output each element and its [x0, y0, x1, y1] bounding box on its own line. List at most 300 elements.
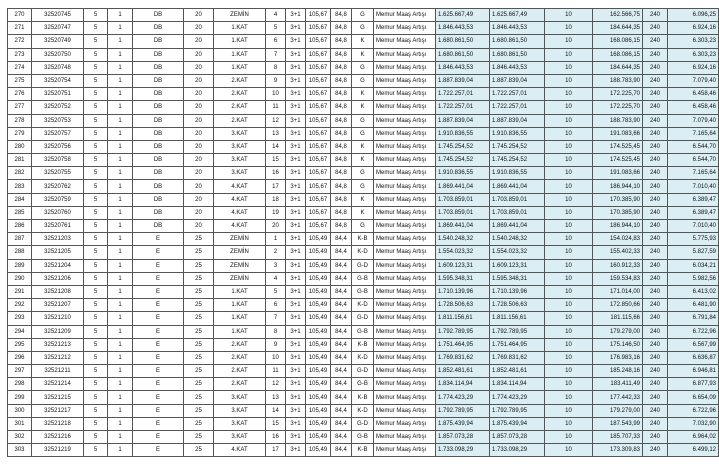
- cell-net-area: 84,8: [331, 74, 352, 87]
- cell-net-area: 84,8: [331, 88, 352, 101]
- cell-installment-amount: 6.389,47: [668, 206, 719, 219]
- cell-unit-number: 1: [266, 233, 286, 246]
- cell-sale-price: 1.722.257,01: [436, 88, 490, 101]
- cell-block: 5: [84, 285, 108, 298]
- cell-payment-plan: Memur Maaş Artışı: [374, 378, 436, 391]
- cell-lot: 1: [108, 127, 133, 140]
- cell-floor-count: 20: [184, 61, 214, 74]
- cell-lot: 1: [108, 417, 133, 430]
- table-row: [8, 206, 719, 219]
- cell-payment-plan: Memur Maaş Artışı: [374, 246, 436, 259]
- cell-down-payment: 171.014,00: [593, 285, 643, 298]
- cell-lot: 1: [108, 312, 133, 325]
- cell-net-area: 84,8: [331, 167, 352, 180]
- cell-unit-number: 6: [266, 35, 286, 48]
- cell-floor-count: 20: [184, 127, 214, 140]
- cell-room-type: 3+1: [286, 391, 306, 404]
- table-row: [8, 365, 719, 378]
- table-row: [8, 299, 719, 312]
- cell-block: 5: [84, 154, 108, 167]
- cell-lot: 1: [108, 48, 133, 61]
- cell-block: 5: [84, 338, 108, 351]
- cell-parcel-id: 32520761: [32, 220, 84, 233]
- cell-parcel-id: 32521217: [32, 404, 84, 417]
- cell-payment-plan: Memur Maaş Artışı: [374, 233, 436, 246]
- cell-installment-count: 240: [643, 391, 668, 404]
- cell-payment-plan: Memur Maaş Artışı: [374, 193, 436, 206]
- cell-floor-count: 25: [184, 338, 214, 351]
- cell-building: DB: [133, 9, 184, 22]
- cell-net-area: 84,4: [331, 351, 352, 364]
- cell-lot: 1: [108, 299, 133, 312]
- cell-down-payment-percent: 10: [545, 325, 593, 338]
- table-row: [8, 61, 719, 74]
- cell-lot: 1: [108, 193, 133, 206]
- cell-installment-amount: 6.481,90: [668, 299, 719, 312]
- cell-down-payment-percent: 10: [545, 74, 593, 87]
- cell-facade: G: [352, 180, 374, 193]
- document-page: [7, 8, 716, 457]
- cell-payment-plan: Memur Maaş Artışı: [374, 61, 436, 74]
- cell-net-area: 84,8: [331, 140, 352, 153]
- cell-room-type: 3+1: [286, 417, 306, 430]
- cell-row-number: 298: [8, 378, 32, 391]
- cell-facade: G: [352, 22, 374, 35]
- cell-contract-price: 1.680.861,50: [490, 48, 545, 61]
- cell-facade: G-D: [352, 365, 374, 378]
- cell-lot: 1: [108, 35, 133, 48]
- cell-net-area: 84,8: [331, 193, 352, 206]
- table-body: [8, 9, 719, 457]
- cell-installment-count: 240: [643, 127, 668, 140]
- cell-installment-count: 240: [643, 206, 668, 219]
- cell-facade: K-B: [352, 233, 374, 246]
- cell-facade: G-D: [352, 417, 374, 430]
- cell-row-number: 291: [8, 285, 32, 298]
- cell-unit-number: 7: [266, 48, 286, 61]
- cell-parcel-id: 32520747: [32, 22, 84, 35]
- cell-building: E: [133, 233, 184, 246]
- cell-floor-count: 25: [184, 312, 214, 325]
- cell-building: DB: [133, 74, 184, 87]
- cell-gross-area: 105,67: [306, 101, 331, 114]
- cell-contract-price: 1.769.831,62: [490, 351, 545, 364]
- cell-sale-price: 1.769.831,62: [436, 351, 490, 364]
- cell-down-payment-percent: 10: [545, 154, 593, 167]
- cell-room-type: 3+1: [286, 140, 306, 153]
- table-row: [8, 404, 719, 417]
- cell-payment-plan: Memur Maaş Artışı: [374, 154, 436, 167]
- cell-net-area: 84,8: [331, 154, 352, 167]
- cell-room-type: 3+1: [286, 312, 306, 325]
- cell-gross-area: 105,49: [306, 365, 331, 378]
- cell-parcel-id: 32521219: [32, 444, 84, 457]
- cell-floor: 3.KAT: [214, 404, 266, 417]
- cell-building: DB: [133, 114, 184, 127]
- cell-net-area: 84,4: [331, 391, 352, 404]
- cell-gross-area: 105,49: [306, 444, 331, 457]
- cell-contract-price: 1.751.464,95: [490, 338, 545, 351]
- cell-room-type: 3+1: [286, 233, 306, 246]
- cell-room-type: 3+1: [286, 74, 306, 87]
- cell-gross-area: 105,49: [306, 312, 331, 325]
- cell-building: E: [133, 404, 184, 417]
- cell-row-number: 279: [8, 127, 32, 140]
- cell-unit-number: 13: [266, 127, 286, 140]
- cell-unit-number: 9: [266, 74, 286, 87]
- cell-row-number: 294: [8, 325, 32, 338]
- cell-floor-count: 25: [184, 404, 214, 417]
- cell-parcel-id: 32521211: [32, 365, 84, 378]
- cell-gross-area: 105,67: [306, 88, 331, 101]
- cell-net-area: 84,4: [331, 378, 352, 391]
- cell-block: 5: [84, 61, 108, 74]
- cell-room-type: 3+1: [286, 404, 306, 417]
- cell-parcel-id: 32521208: [32, 285, 84, 298]
- cell-down-payment-percent: 10: [545, 285, 593, 298]
- cell-gross-area: 105,49: [306, 325, 331, 338]
- cell-floor-count: 25: [184, 233, 214, 246]
- cell-facade: G-B: [352, 285, 374, 298]
- cell-net-area: 84,4: [331, 259, 352, 272]
- cell-net-area: 84,4: [331, 272, 352, 285]
- cell-net-area: 84,8: [331, 220, 352, 233]
- cell-unit-number: 7: [266, 312, 286, 325]
- cell-building: E: [133, 351, 184, 364]
- cell-building: E: [133, 312, 184, 325]
- cell-row-number: 273: [8, 48, 32, 61]
- cell-row-number: 301: [8, 417, 32, 430]
- cell-floor: 2.KAT: [214, 351, 266, 364]
- table-row: [8, 431, 719, 444]
- table-row: [8, 22, 719, 35]
- cell-lot: 1: [108, 206, 133, 219]
- cell-block: 5: [84, 404, 108, 417]
- cell-installment-amount: 6.924,16: [668, 22, 719, 35]
- cell-gross-area: 105,67: [306, 48, 331, 61]
- cell-sale-price: 1.745.254,52: [436, 154, 490, 167]
- cell-down-payment-percent: 10: [545, 48, 593, 61]
- cell-gross-area: 105,67: [306, 74, 331, 87]
- cell-lot: 1: [108, 246, 133, 259]
- cell-unit-number: 17: [266, 444, 286, 457]
- cell-unit-number: 10: [266, 88, 286, 101]
- cell-payment-plan: Memur Maaş Artışı: [374, 180, 436, 193]
- cell-block: 5: [84, 140, 108, 153]
- cell-building: DB: [133, 193, 184, 206]
- cell-lot: 1: [108, 272, 133, 285]
- cell-installment-amount: 6.722,96: [668, 404, 719, 417]
- cell-down-payment: 191.083,66: [593, 167, 643, 180]
- cell-down-payment: 172.850,66: [593, 299, 643, 312]
- cell-installment-count: 240: [643, 74, 668, 87]
- cell-down-payment: 170.385,90: [593, 193, 643, 206]
- cell-facade: G: [352, 167, 374, 180]
- cell-room-type: 3+1: [286, 351, 306, 364]
- cell-unit-number: 17: [266, 180, 286, 193]
- cell-down-payment-percent: 10: [545, 378, 593, 391]
- cell-row-number: 302: [8, 431, 32, 444]
- cell-installment-amount: 6.567,99: [668, 338, 719, 351]
- cell-contract-price: 1.910.836,55: [490, 127, 545, 140]
- cell-gross-area: 105,49: [306, 378, 331, 391]
- cell-floor: 2.KAT: [214, 74, 266, 87]
- cell-floor: 4.KAT: [214, 180, 266, 193]
- cell-block: 5: [84, 272, 108, 285]
- cell-row-number: 282: [8, 167, 32, 180]
- cell-floor-count: 20: [184, 114, 214, 127]
- table-row: [8, 74, 719, 87]
- cell-building: DB: [133, 101, 184, 114]
- cell-parcel-id: 32520745: [32, 9, 84, 22]
- cell-floor: 4.KAT: [214, 444, 266, 457]
- table-row: [8, 180, 719, 193]
- cell-down-payment-percent: 10: [545, 351, 593, 364]
- cell-facade: G: [352, 220, 374, 233]
- cell-contract-price: 1.728.506,63: [490, 299, 545, 312]
- cell-sale-price: 1.680.861,50: [436, 48, 490, 61]
- cell-payment-plan: Memur Maaş Artışı: [374, 9, 436, 22]
- cell-lot: 1: [108, 259, 133, 272]
- cell-payment-plan: Memur Maaş Artışı: [374, 35, 436, 48]
- cell-down-payment: 154.024,83: [593, 233, 643, 246]
- cell-block: 5: [84, 378, 108, 391]
- cell-row-number: 284: [8, 193, 32, 206]
- cell-facade: K: [352, 48, 374, 61]
- cell-facade: G-D: [352, 312, 374, 325]
- cell-sale-price: 1.811.156,61: [436, 312, 490, 325]
- cell-net-area: 84,8: [331, 206, 352, 219]
- cell-parcel-id: 32521214: [32, 378, 84, 391]
- cell-floor-count: 25: [184, 417, 214, 430]
- cell-gross-area: 105,67: [306, 193, 331, 206]
- cell-payment-plan: Memur Maaş Artışı: [374, 417, 436, 430]
- cell-block: 5: [84, 127, 108, 140]
- cell-sale-price: 1.751.464,95: [436, 338, 490, 351]
- cell-parcel-id: 32521206: [32, 272, 84, 285]
- cell-room-type: 3+1: [286, 246, 306, 259]
- cell-floor: 3.KAT: [214, 127, 266, 140]
- cell-building: DB: [133, 48, 184, 61]
- cell-down-payment-percent: 10: [545, 101, 593, 114]
- cell-facade: K-B: [352, 391, 374, 404]
- cell-building: DB: [133, 127, 184, 140]
- cell-room-type: 3+1: [286, 127, 306, 140]
- cell-room-type: 3+1: [286, 431, 306, 444]
- cell-floor-count: 25: [184, 391, 214, 404]
- cell-net-area: 84,8: [331, 101, 352, 114]
- cell-facade: G: [352, 114, 374, 127]
- cell-floor-count: 20: [184, 101, 214, 114]
- cell-installment-count: 240: [643, 378, 668, 391]
- installment-table: [7, 8, 719, 457]
- cell-floor: 4.KAT: [214, 193, 266, 206]
- cell-payment-plan: Memur Maaş Artışı: [374, 88, 436, 101]
- cell-lot: 1: [108, 351, 133, 364]
- cell-unit-number: 15: [266, 417, 286, 430]
- cell-row-number: 281: [8, 154, 32, 167]
- cell-down-payment-percent: 10: [545, 61, 593, 74]
- cell-room-type: 3+1: [286, 35, 306, 48]
- cell-row-number: 299: [8, 391, 32, 404]
- cell-floor-count: 20: [184, 220, 214, 233]
- cell-parcel-id: 32520752: [32, 101, 84, 114]
- cell-floor-count: 20: [184, 48, 214, 61]
- cell-net-area: 84,8: [331, 180, 352, 193]
- cell-row-number: 270: [8, 9, 32, 22]
- cell-parcel-id: 32521213: [32, 338, 84, 351]
- cell-installment-amount: 7.079,40: [668, 114, 719, 127]
- cell-contract-price: 1.703.859,01: [490, 193, 545, 206]
- cell-parcel-id: 32521209: [32, 325, 84, 338]
- cell-payment-plan: Memur Maaş Artışı: [374, 74, 436, 87]
- cell-down-payment-percent: 10: [545, 114, 593, 127]
- cell-net-area: 84,4: [331, 312, 352, 325]
- cell-parcel-id: 32521215: [32, 391, 84, 404]
- cell-lot: 1: [108, 9, 133, 22]
- cell-floor: ZEMİN: [214, 272, 266, 285]
- cell-floor-count: 25: [184, 246, 214, 259]
- cell-floor: 3.KAT: [214, 391, 266, 404]
- cell-unit-number: 19: [266, 206, 286, 219]
- cell-block: 5: [84, 220, 108, 233]
- cell-floor-count: 20: [184, 206, 214, 219]
- cell-row-number: 283: [8, 180, 32, 193]
- cell-facade: G: [352, 61, 374, 74]
- cell-floor: 2.KAT: [214, 378, 266, 391]
- cell-unit-number: 11: [266, 101, 286, 114]
- table-row: [8, 325, 719, 338]
- cell-down-payment-percent: 10: [545, 391, 593, 404]
- cell-payment-plan: Memur Maaş Artışı: [374, 48, 436, 61]
- cell-contract-price: 1.875.439,94: [490, 417, 545, 430]
- cell-floor: 1.KAT: [214, 61, 266, 74]
- cell-floor: ZEMİN: [214, 246, 266, 259]
- cell-room-type: 3+1: [286, 444, 306, 457]
- cell-down-payment: 187.543,99: [593, 417, 643, 430]
- cell-net-area: 84,4: [331, 417, 352, 430]
- table-row: [8, 272, 719, 285]
- table-row: [8, 140, 719, 153]
- cell-floor: 2.KAT: [214, 101, 266, 114]
- cell-row-number: 271: [8, 22, 32, 35]
- table-row: [8, 35, 719, 48]
- cell-installment-count: 240: [643, 193, 668, 206]
- cell-unit-number: 16: [266, 167, 286, 180]
- cell-down-payment: 186.944,10: [593, 180, 643, 193]
- cell-contract-price: 1.834.114,94: [490, 378, 545, 391]
- cell-sale-price: 1.869.441,04: [436, 220, 490, 233]
- cell-block: 5: [84, 246, 108, 259]
- cell-installment-amount: 6.964,02: [668, 431, 719, 444]
- cell-installment-amount: 6.791,84: [668, 312, 719, 325]
- cell-block: 5: [84, 206, 108, 219]
- cell-floor-count: 20: [184, 193, 214, 206]
- cell-floor: 3.KAT: [214, 167, 266, 180]
- cell-parcel-id: 32521216: [32, 431, 84, 444]
- cell-gross-area: 105,67: [306, 114, 331, 127]
- cell-installment-count: 240: [643, 22, 668, 35]
- cell-row-number: 275: [8, 74, 32, 87]
- cell-unit-number: 20: [266, 220, 286, 233]
- cell-lot: 1: [108, 180, 133, 193]
- cell-installment-count: 240: [643, 61, 668, 74]
- cell-facade: K: [352, 101, 374, 114]
- cell-facade: K-B: [352, 338, 374, 351]
- cell-down-payment: 170.385,90: [593, 206, 643, 219]
- cell-row-number: 272: [8, 35, 32, 48]
- cell-installment-count: 240: [643, 220, 668, 233]
- cell-net-area: 84,8: [331, 22, 352, 35]
- table-row: [8, 9, 719, 22]
- cell-contract-price: 1.887.839,04: [490, 114, 545, 127]
- cell-down-payment-percent: 10: [545, 431, 593, 444]
- cell-payment-plan: Memur Maaş Artışı: [374, 365, 436, 378]
- cell-row-number: 292: [8, 299, 32, 312]
- cell-payment-plan: Memur Maaş Artışı: [374, 299, 436, 312]
- cell-block: 5: [84, 325, 108, 338]
- cell-down-payment-percent: 10: [545, 22, 593, 35]
- cell-installment-amount: 7.010,40: [668, 180, 719, 193]
- cell-contract-price: 1.846.443,53: [490, 22, 545, 35]
- cell-down-payment-percent: 10: [545, 233, 593, 246]
- cell-floor-count: 25: [184, 431, 214, 444]
- table-row: [8, 233, 719, 246]
- cell-room-type: 3+1: [286, 180, 306, 193]
- cell-building: DB: [133, 220, 184, 233]
- cell-room-type: 3+1: [286, 101, 306, 114]
- cell-block: 5: [84, 431, 108, 444]
- cell-facade: G-B: [352, 325, 374, 338]
- table-row: [8, 378, 719, 391]
- cell-parcel-id: 32521203: [32, 233, 84, 246]
- cell-installment-amount: 5.827,59: [668, 246, 719, 259]
- cell-net-area: 84,4: [331, 404, 352, 417]
- cell-block: 5: [84, 88, 108, 101]
- cell-down-payment: 179.279,00: [593, 325, 643, 338]
- cell-unit-number: 16: [266, 431, 286, 444]
- cell-floor-count: 20: [184, 140, 214, 153]
- cell-room-type: 3+1: [286, 22, 306, 35]
- cell-installment-amount: 6.413,02: [668, 285, 719, 298]
- cell-gross-area: 105,49: [306, 233, 331, 246]
- cell-lot: 1: [108, 61, 133, 74]
- cell-installment-count: 240: [643, 88, 668, 101]
- cell-down-payment: 176.983,16: [593, 351, 643, 364]
- cell-room-type: 3+1: [286, 167, 306, 180]
- cell-payment-plan: Memur Maaş Artışı: [374, 127, 436, 140]
- cell-unit-number: 5: [266, 22, 286, 35]
- cell-facade: G-B: [352, 272, 374, 285]
- cell-building: DB: [133, 35, 184, 48]
- cell-row-number: 277: [8, 101, 32, 114]
- cell-sale-price: 1.792.789,95: [436, 325, 490, 338]
- cell-installment-count: 240: [643, 48, 668, 61]
- cell-building: E: [133, 417, 184, 430]
- cell-building: E: [133, 259, 184, 272]
- cell-parcel-id: 32520755: [32, 167, 84, 180]
- cell-sale-price: 1.540.248,32: [436, 233, 490, 246]
- cell-floor: ZEMİN: [214, 233, 266, 246]
- cell-installment-count: 240: [643, 299, 668, 312]
- cell-down-payment: 184.644,35: [593, 22, 643, 35]
- cell-payment-plan: Memur Maaş Artışı: [374, 285, 436, 298]
- cell-room-type: 3+1: [286, 206, 306, 219]
- cell-facade: K-D: [352, 246, 374, 259]
- cell-room-type: 3+1: [286, 338, 306, 351]
- cell-installment-amount: 7.165,64: [668, 127, 719, 140]
- cell-unit-number: 11: [266, 365, 286, 378]
